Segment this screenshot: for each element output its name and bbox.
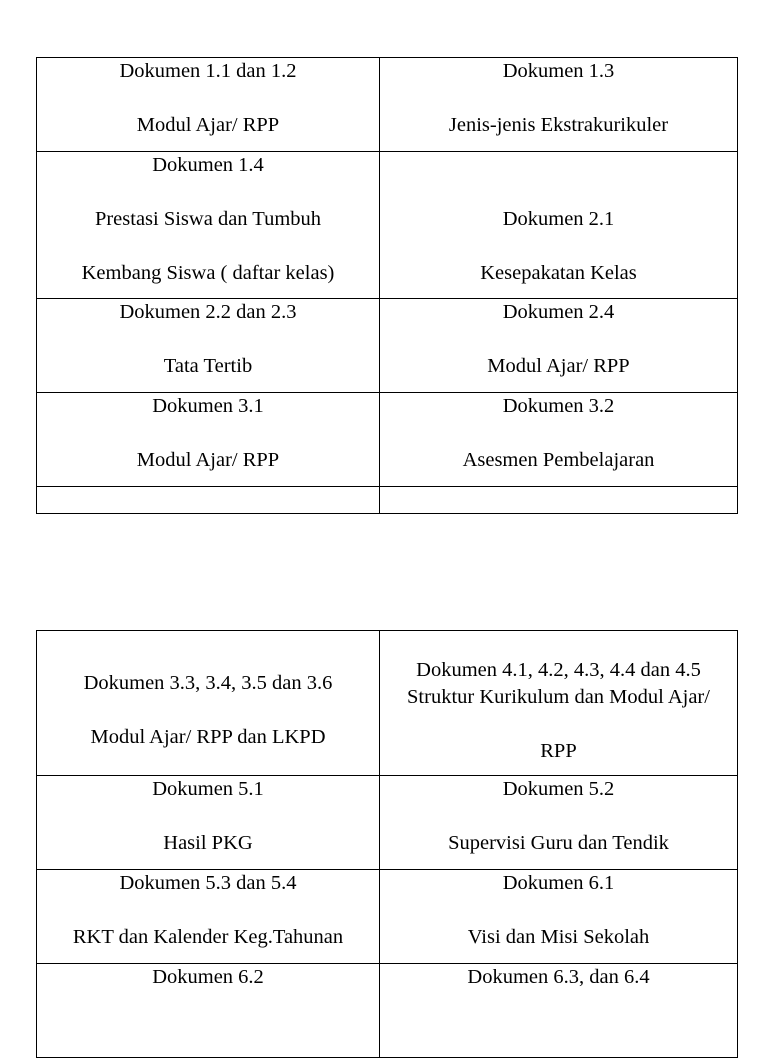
- cell-description: Modul Ajar/ RPP dan LKPD: [90, 726, 326, 748]
- table-cell: [380, 152, 738, 299]
- cell-description: Asesmen Pembelajaran: [462, 449, 655, 471]
- table-cell: [37, 152, 380, 299]
- cell-title: Dokumen 2.1: [502, 208, 615, 230]
- cell-title: Dokumen 3.3, 3.4, 3.5 dan 3.6: [83, 672, 333, 694]
- cell-title: Dokumen 1.4: [152, 154, 264, 176]
- table-cell: [380, 870, 738, 964]
- cell-description: Modul Ajar/ RPP: [136, 114, 280, 136]
- table-cell: [37, 631, 380, 776]
- cell-description: Modul Ajar/ RPP: [487, 355, 630, 377]
- cell-title: Dokumen 5.2: [502, 778, 615, 800]
- table-cell: [380, 964, 738, 1058]
- cell-title: Dokumen 6.2: [152, 966, 264, 988]
- table-cell: [380, 393, 738, 487]
- table-row: [37, 631, 738, 776]
- cell-description: RKT dan Kalender Keg.Tahunan: [72, 926, 344, 948]
- table-cell: [37, 870, 380, 964]
- table-row: [37, 393, 738, 487]
- cell-title: Dokumen 1.1 dan 1.2: [119, 60, 297, 82]
- table-cell: [37, 58, 380, 152]
- cell-title: Dokumen 4.1, 4.2, 4.3, 4.4 dan 4.5: [416, 659, 701, 681]
- table-cell: [37, 964, 380, 1058]
- cell-title: Dokumen 2.2 dan 2.3: [119, 301, 297, 323]
- table-cell-empty: [37, 487, 380, 514]
- cell-description: Visi dan Misi Sekolah: [467, 926, 650, 948]
- cell-title: Dokumen 3.2: [502, 395, 615, 417]
- table-cell: [380, 58, 738, 152]
- cell-description: Hasil PKG: [163, 832, 253, 854]
- table-row: [37, 964, 738, 1058]
- table-row: [37, 776, 738, 870]
- cell-description: Kembang Siswa ( daftar kelas): [81, 262, 335, 284]
- table-cell-empty: [380, 487, 738, 514]
- cell-description: Modul Ajar/ RPP: [136, 449, 280, 471]
- table-cell: [37, 776, 380, 870]
- cell-title: Dokumen 6.3, dan 6.4: [467, 966, 650, 988]
- cell-title: Dokumen 5.3 dan 5.4: [119, 872, 297, 894]
- table-cell: [37, 393, 380, 487]
- table-cell: [380, 631, 738, 776]
- table-row: [37, 870, 738, 964]
- document-table-1: [36, 57, 738, 514]
- cell-description: Prestasi Siswa dan Tumbuh: [94, 208, 322, 230]
- cell-title: Dokumen 1.3: [502, 60, 615, 82]
- cell-description: Struktur Kurikulum dan Modul Ajar/: [407, 686, 710, 708]
- cell-title: Dokumen 2.4: [502, 301, 615, 323]
- table-row: [37, 152, 738, 299]
- table-row: [37, 58, 738, 152]
- cell-description: Supervisi Guru dan Tendik: [448, 832, 669, 854]
- table-cell: [380, 776, 738, 870]
- cell-description: Jenis-jenis Ekstrakurikuler: [448, 114, 669, 136]
- cell-description: RPP: [540, 740, 577, 762]
- table-cell: [380, 299, 738, 393]
- cell-title: Dokumen 3.1: [152, 395, 264, 417]
- cell-description: Kesepakatan Kelas: [480, 262, 637, 284]
- table-row-empty: [37, 487, 738, 514]
- document-table-2: [36, 630, 738, 1058]
- cell-description: Tata Tertib: [163, 355, 253, 377]
- cell-title: Dokumen 6.1: [502, 872, 615, 894]
- table-row: [37, 299, 738, 393]
- table-cell: [37, 299, 380, 393]
- cell-title: Dokumen 5.1: [152, 778, 264, 800]
